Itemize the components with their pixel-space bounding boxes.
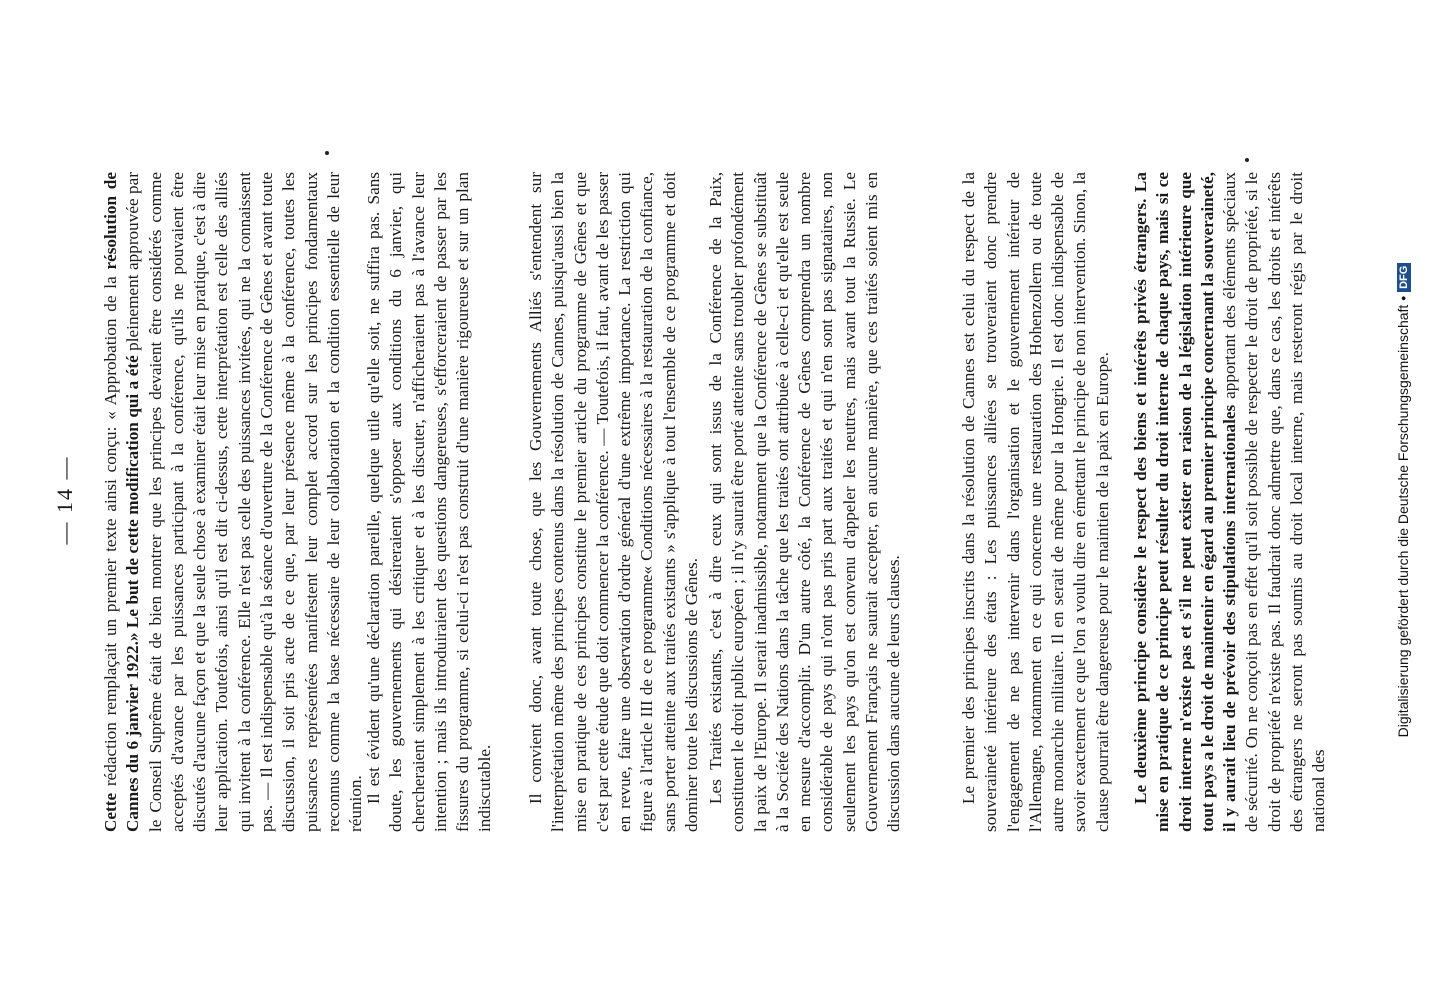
paragraph-4 <box>705 172 906 832</box>
dfg-logo: DFG <box>1397 263 1411 292</box>
page-number: — 14 — <box>52 455 77 545</box>
paragraph-1-text-b: pleinement approuvée par le Conseil Suprême était de bien montrer que les principes devaient être considérés comme acceptés d'avance par les puissances participant à la conférence, qu'ils ne pouvaient être discutés d'aucune façon et que la seule chose à examiner était leur mise en pratique, c'est à dire leur application. Toutefois, ainsi qu'il est dit ci-dessus, cette interprétation est celle des alliés qui invitent à la conférence. Elle n'est pas celle des puissances invitées, qui ne la connaissent pas. — Il est indispensable qu'à la séance d'ouverture de la Conférence de Gênes et avant toute discussion, il soit pris acte de ce que, par leur présence même à la conférence, toutes les puissances représentées manifestent leur complet accord sur les principes fondamentaux reconnus comme la base nécessaire de leur collaboration et la condition essentielle de leur réunion. <box>123 172 366 832</box>
paragraph-5 <box>958 172 1114 832</box>
paragraph-1-start: Cette <box>101 792 120 832</box>
paragraph-1 <box>100 172 368 832</box>
paragraph-5-text: Le premier des principes inscrits dans la résolution de Cannes est celui du respect de la souveraineté intérieure des états : Les puissances alliées se trouveraient donc prendre l'engagement de ne pas intervenir dans l'organisation et le gouvernement intérieur de l'Allemagne, notamment en ce qui concerne une restauration des Hohenzollern ou de toute autre monarchie militaire. Il en serait de même pour la Hongrie. Il est donc indispensable de savoir exactement ce que l'on a voulu dire en émettant le principe de non intervention. Sinon, la clause pourrait être dangereuse pour le maintien de la paix en Europe. <box>959 172 1112 832</box>
paragraph-6-bold: La mise en pratique de ce principe peut résulter du droit interne de chaque pays, mais si ce droit interne n'existe pas et s'il ne peut exister en raison de la législation intérieure que tout pays a le droit de maintenir en égard au premier principe concernant la souveraineté, il y aurait lieu de prévoir des stipulations internationales <box>1131 172 1240 832</box>
paragraph-2-text: Il est évident qu'une déclaration pareille, quelque utile qu'elle soit, ne suffira pas. Sans doute, les gouvernements qui désireraient s'opposer aux conditions du 6 janvier, qui chercheraient simplement à les critiquer et à les discuter, n'afficheraient pas à l'avance leur intention ; mais ils introduiraient des questions dangereuses, s'efforceraient de passer par les fissures du programme, si celui-ci n'est pas construit d'une manière rigoureuse et sur un plan indiscutable. <box>364 172 495 832</box>
paragraph-6 <box>1130 172 1331 832</box>
paragraph-1-text-a: rédaction remplaçait un premier texte ainsi conçu: « Approbation de la <box>101 269 120 793</box>
paragraph-6-lead: Le deuxième principe considère le respect des biens et intérêts privés étrangers. <box>1131 192 1150 804</box>
paragraph-3-text: Il convient donc, avant toute chose, que les Gouvernements Alliés s'entendent sur l'interprétation même des principes contenus dans la résolution de Cannes, puisqu'aussi bien la mise en pratique de ces principes constitue le premier article du programme de Gênes et que c'est par cette étude que doit commencer la conférence. — Toutefois, il faut, avant de les passer en revue, faire une observation d'ordre général d'une extrême importance. La restriction qui figure à l'article III de ce programme« Conditions nécessaires à la restauration de la confiance, sans porter atteinte aux traités existants » s'applique à tout l'ensemble de ce programme et doit dominer toute les discussions de Gênes. <box>526 172 702 832</box>
paragraph-1-bold: résolution de Cannes du 6 janvier 1922.» Le but de cette modification qui a été <box>101 172 143 832</box>
paragraph-6-text: apportant des éléments spéciaux de sécurité. On ne conçoit pas en effet qu'il soit possible de respecter le droit de propriété, si le droit de propriété n'existe pas. Il faudrait donc admettre que, dans ce cas, les droits et intérêts des étrangers ne seront pas soumis au droit local interne, mais resteront régis par le droit national des <box>1220 172 1329 832</box>
paragraph-4-text: Les Traités existants, c'est à dire ceux qui sont issus de la Conférence de la Paix, constituent le droit public européen ; il n'y saurait être porté atteinte sans troubler profondément la paix de l'Europe. Il serait inadmissible, notamment que la Conférence de Gênes se substituât à la Société des Nations dans la tâche que les traités ont attribuée à celle-ci et qu'elle est seule en mesure d'accomplir. D'un autre côté, la Conférence de Gênes comprendra un nombre considérable de pays qui n'ont pas pris part aux traités et qui n'en sont pas signataires, non seulement les pays qu'on est convenu d'appeler les neutres, mais avant tout la Russie. Le Gouvernement Français ne saurait accepter, en aucune manière, que ces traités soient mis en discussion dans aucune de leurs clauses. <box>706 172 904 832</box>
scan-speck <box>1245 158 1249 162</box>
paragraph-3 <box>525 172 703 832</box>
scan-speck <box>325 151 329 155</box>
digitization-footer <box>1395 0 1411 1000</box>
paragraph-2 <box>363 172 497 832</box>
footer-text: Digitalisierung gefördert durch die Deutsche Forschungsgemeinschaft • <box>1395 295 1411 738</box>
